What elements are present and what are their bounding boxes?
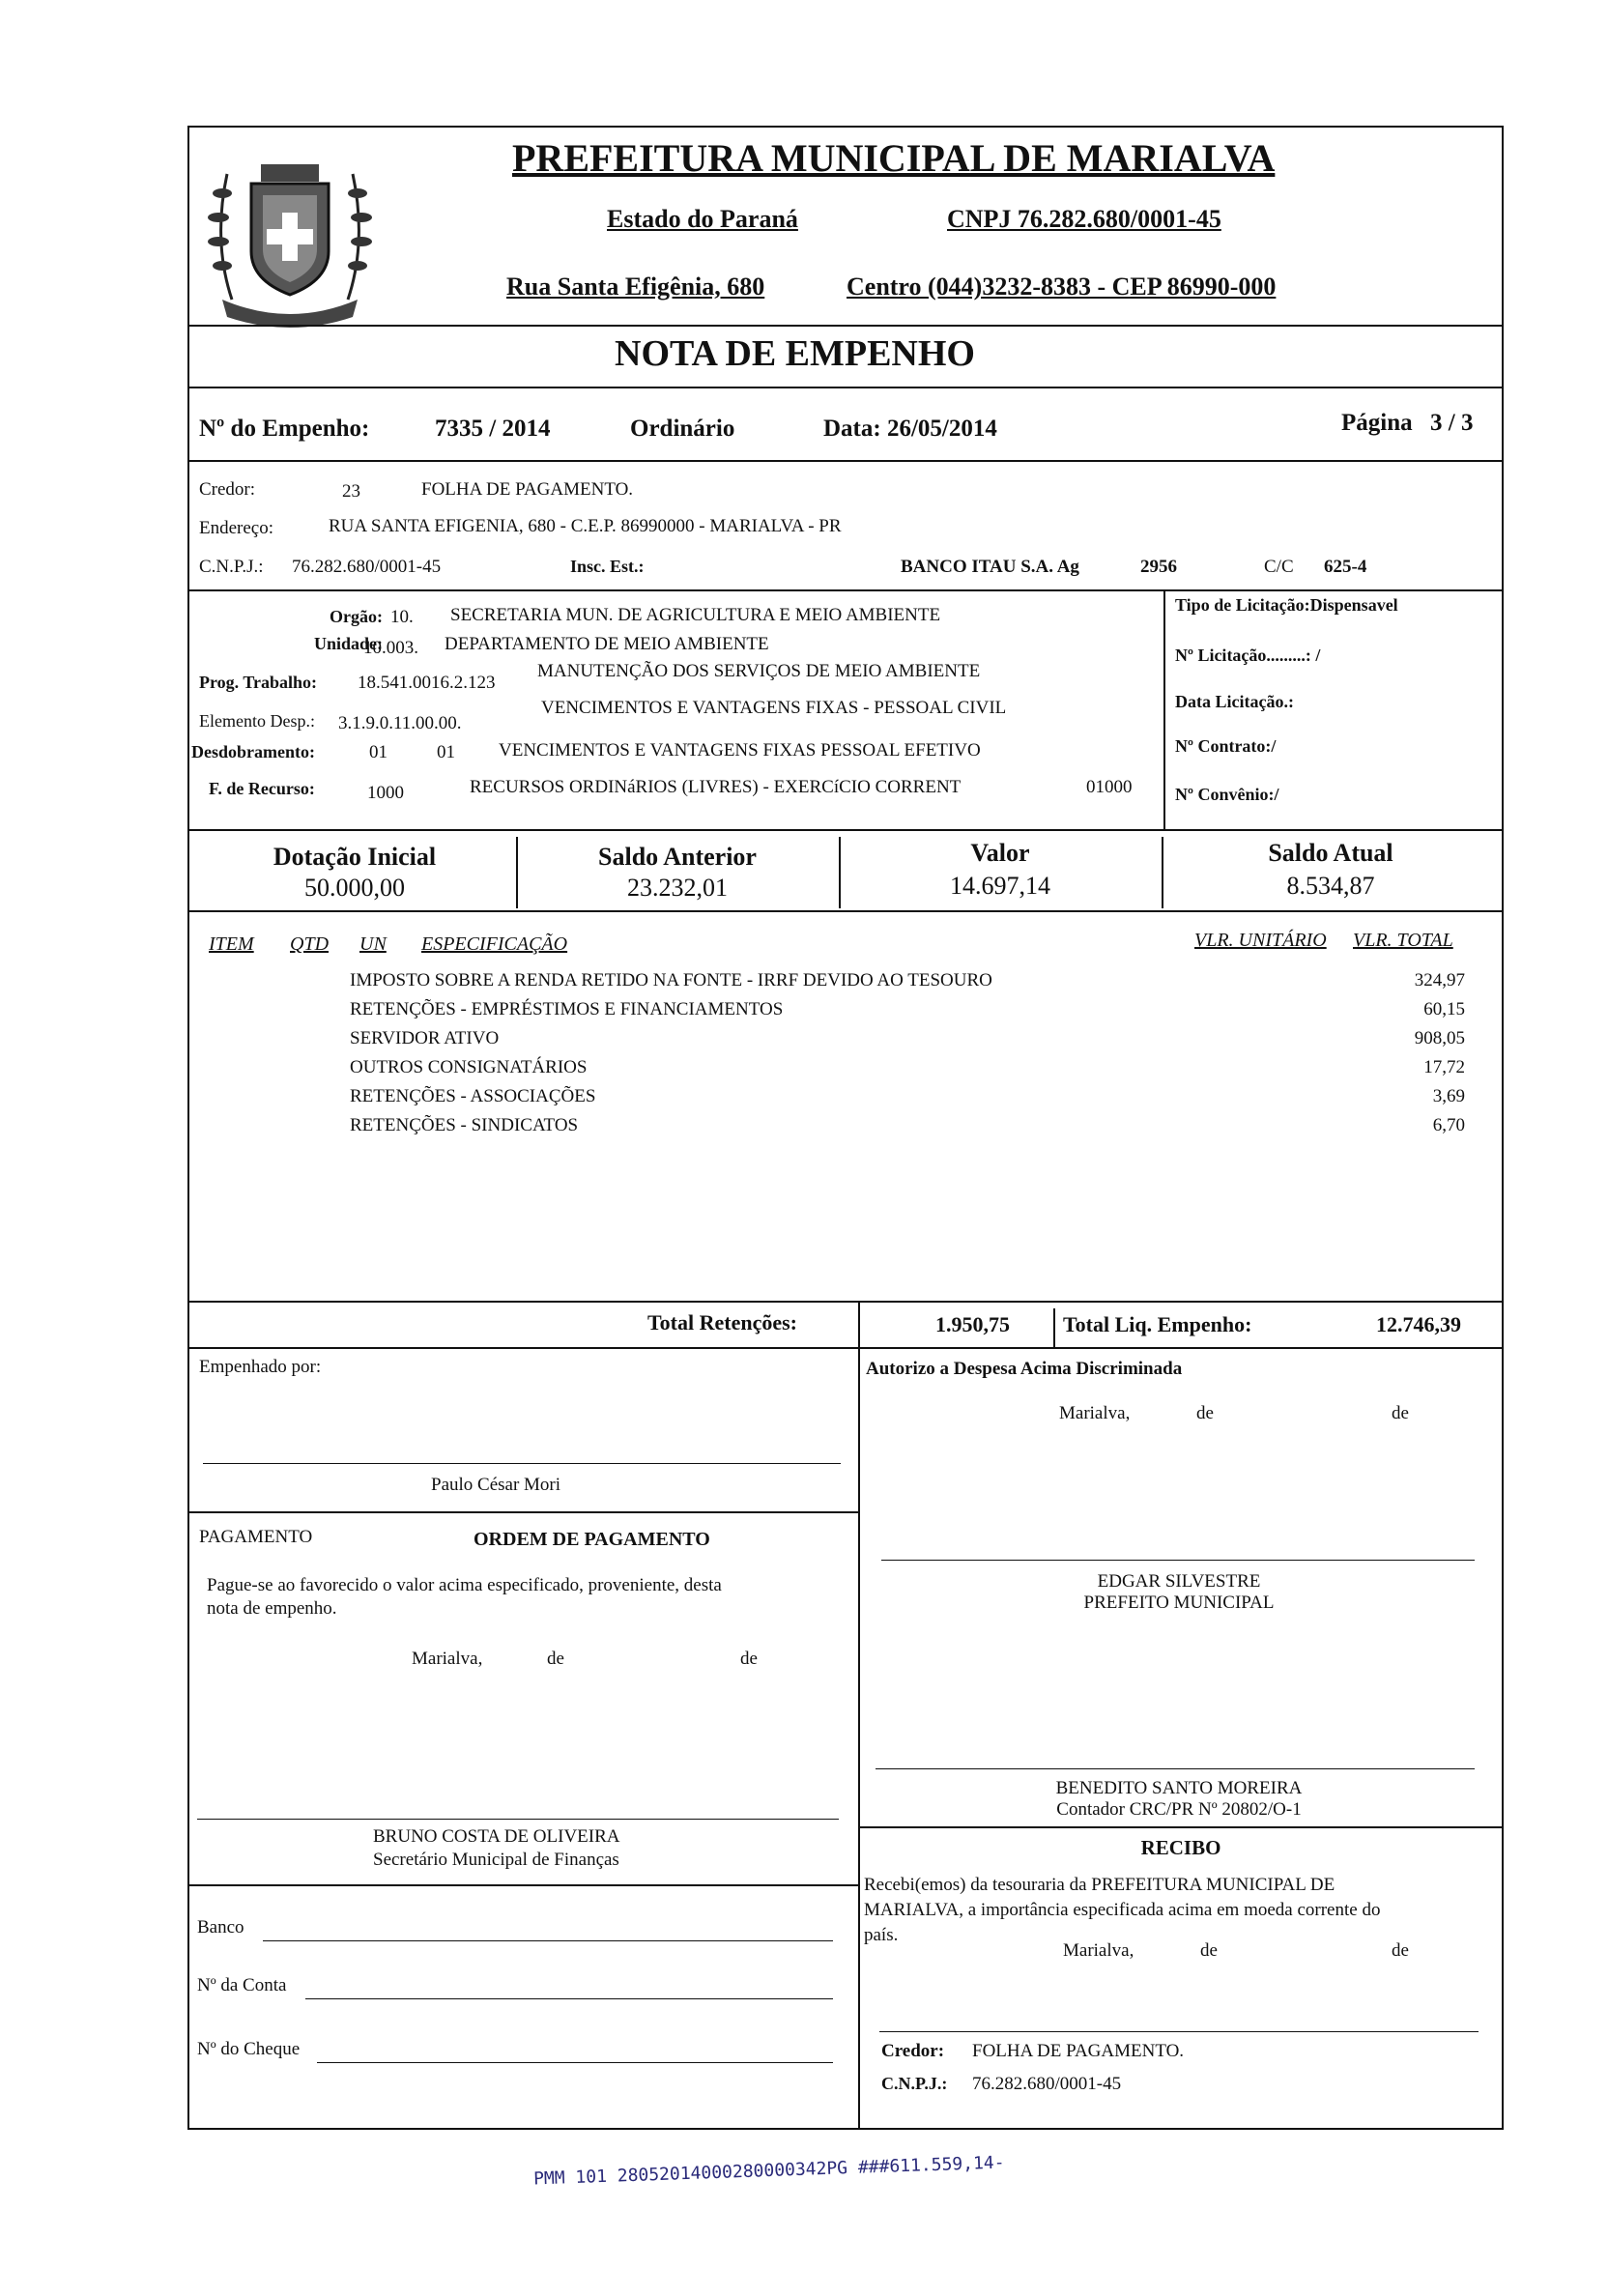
header-address: Centro (044)3232-8383 - CEP 86990-000	[847, 273, 1277, 301]
contador-title: Contador CRC/PR Nº 20802/O-1	[1056, 1799, 1302, 1820]
recibo-text: país.	[864, 1925, 899, 1945]
totals-divider	[1053, 1308, 1055, 1347]
licitacao-numero: Nº Licitação.........: /	[1175, 646, 1321, 665]
pagamento-text: Pague-se ao favorecido o valor acima especificado, proveniente, desta	[207, 1575, 722, 1595]
signature-line	[881, 1560, 1475, 1561]
empenhado-label: Empenhado por:	[199, 1357, 322, 1377]
orgao-label: Orgão:	[330, 607, 383, 626]
divider	[187, 910, 1504, 912]
item-total: 60,15	[1423, 999, 1465, 1019]
elemento-label: Elemento Desp.:	[199, 711, 315, 731]
col-unit-value: VLR. UNITÁRIO	[1194, 930, 1327, 951]
item-description: OUTROS CONSIGNATÁRIOS	[350, 1057, 588, 1077]
prefeitura-title: PREFEITURA MUNICIPAL DE MARIALVA	[512, 136, 1276, 180]
licitacao-data: Data Licitação.:	[1175, 692, 1294, 711]
item-total: 17,72	[1423, 1057, 1465, 1077]
autorizo-text: Autorizo a Despesa Acima Discriminada	[866, 1359, 1183, 1379]
licitacao-divider	[1163, 589, 1165, 829]
desdobramento-name: VENCIMENTOS E VANTAGENS FIXAS PESSOAL EFETIVO	[499, 740, 981, 761]
saldo-label: Dotação Inicial	[273, 843, 437, 871]
recurso-code: 1000	[367, 783, 404, 803]
credor-label: Credor:	[199, 479, 256, 500]
unidade-name: DEPARTAMENTO DE MEIO AMBIENTE	[445, 634, 769, 654]
divider	[187, 1301, 1504, 1303]
conta-field[interactable]	[305, 1998, 833, 1999]
total-retencoes-label: Total Retenções:	[647, 1310, 797, 1335]
col-qtd: QTD	[290, 933, 330, 955]
recurso-name: RECURSOS ORDINáRIOS (LIVRES) - EXERCíCIO CORRENT	[470, 777, 962, 797]
licitacao-tipo: Tipo de Licitação:Dispensavel	[1175, 595, 1398, 615]
insc-label: Insc. Est.:	[570, 557, 645, 576]
divider	[187, 1511, 858, 1513]
saldo-value: 14.697,14	[950, 872, 1050, 900]
divider	[187, 325, 1504, 327]
empenho-date: Data: 26/05/2014	[823, 416, 997, 442]
cc-number: 625-4	[1324, 557, 1367, 577]
recibo-credor-label: Credor:	[881, 2041, 945, 2061]
prog-name: MANUTENÇÃO DOS SERVIÇOS DE MEIO AMBIENTE	[537, 661, 981, 681]
saldo-label: Valor	[970, 839, 1030, 867]
saldo-label: Saldo Atual	[1268, 839, 1393, 867]
coat-of-arms-icon	[193, 135, 387, 329]
elemento-name: VENCIMENTOS E VANTAGENS FIXAS - PESSOAL CIVIL	[541, 698, 1007, 718]
divider	[187, 829, 1504, 831]
divider	[187, 589, 1504, 591]
header-street: Rua Santa Efigênia, 680	[506, 273, 765, 301]
document-title: NOTA DE EMPENHO	[615, 333, 975, 374]
col-item: ITEM	[209, 933, 254, 955]
total-retencoes-value: 1.950,75	[935, 1312, 1010, 1336]
col-spec: ESPECIFICAÇÃO	[421, 933, 568, 955]
divider	[187, 1347, 1504, 1349]
recibo-de: de	[1392, 1940, 1409, 1961]
footer-code: PMM 101 28052014000280000342PG ###611.559,14-	[532, 2152, 1005, 2190]
saldo-value: 8.534,87	[1286, 872, 1375, 900]
col-total-value: VLR. TOTAL	[1353, 930, 1453, 951]
pagamento-title: ORDEM DE PAGAMENTO	[474, 1529, 710, 1550]
banco-field[interactable]	[263, 1940, 833, 1941]
recibo-text: Recebi(emos) da tesouraria da PREFEITURA MUNICIPAL DE	[864, 1875, 1335, 1895]
header-cnpj: CNPJ 76.282.680/0001-45	[947, 205, 1221, 233]
prefeito-title: PREFEITO MUNICIPAL	[1083, 1593, 1275, 1613]
autorizo-city: Marialva,	[1059, 1403, 1131, 1423]
divider	[187, 387, 1504, 388]
signature-line	[876, 1768, 1475, 1769]
item-total: 3,69	[1432, 1086, 1465, 1106]
page-label: Página	[1341, 410, 1413, 436]
recibo-de: de	[1200, 1940, 1218, 1961]
bank-agency: 2956	[1140, 557, 1177, 577]
cheque-field[interactable]	[317, 2062, 833, 2063]
saldo-label: Saldo Anterior	[598, 843, 757, 871]
recibo-city: Marialva,	[1063, 1940, 1134, 1961]
item-description: RETENÇÕES - ASSOCIAÇÕES	[350, 1086, 596, 1106]
empenhado-name: Paulo César Mori	[431, 1475, 561, 1495]
orgao-code: 10.	[390, 607, 414, 627]
credor-name: FOLHA DE PAGAMENTO.	[421, 479, 634, 500]
item-total: 324,97	[1414, 970, 1465, 990]
saldo-value: 23.232,01	[627, 874, 728, 902]
credor-address: RUA SANTA EFIGENIA, 680 - C.E.P. 86990000 - MARIALVA - PR	[329, 516, 842, 536]
divider	[187, 1884, 858, 1886]
pagamento-city: Marialva,	[412, 1649, 483, 1669]
autorizo-de: de	[1392, 1403, 1409, 1423]
totals-divider	[858, 1301, 860, 1347]
conta-label: Nº da Conta	[197, 1975, 287, 1995]
divider	[858, 1826, 1504, 1828]
recibo-cnpj: 76.282.680/0001-45	[972, 2074, 1122, 2094]
prefeito-name: EDGAR SILVESTRE	[1097, 1571, 1261, 1592]
cheque-label: Nº do Cheque	[197, 2039, 301, 2059]
autorizo-de: de	[1196, 1403, 1214, 1423]
recibo-text: MARIALVA, a importância especificada acima em moeda corrente do	[864, 1900, 1381, 1920]
banco-label: Banco	[197, 1917, 244, 1937]
cc-label: C/C	[1264, 557, 1294, 577]
pagamento-label: PAGAMENTO	[199, 1527, 313, 1547]
empenho-type: Ordinário	[630, 416, 735, 442]
state-name: Estado do Paraná	[607, 205, 798, 233]
recurso-code-2: 01000	[1086, 777, 1133, 797]
item-description: IMPOSTO SOBRE A RENDA RETIDO NA FONTE - IRRF DEVIDO AO TESOURO	[350, 970, 992, 990]
licitacao-convenio: Nº Convênio:/	[1175, 785, 1279, 804]
col-un: UN	[359, 933, 387, 955]
address-label: Endereço:	[199, 518, 274, 538]
signature-line	[203, 1463, 841, 1464]
recibo-title: RECIBO	[1140, 1836, 1221, 1859]
item-description: RETENÇÕES - EMPRÉSTIMOS E FINANCIAMENTOS	[350, 999, 784, 1019]
unidade-label: Unidade:	[313, 634, 383, 653]
signature-line	[197, 1819, 839, 1820]
pagamento-de: de	[740, 1649, 758, 1669]
prog-label: Prog. Trabalho:	[199, 673, 318, 692]
bank-name: BANCO ITAU S.A. Ag	[901, 557, 1079, 577]
secretario-title: Secretário Municipal de Finanças	[373, 1850, 619, 1870]
cnpj-label: C.N.P.J.:	[199, 557, 264, 577]
recibo-cnpj-label: C.N.P.J.:	[881, 2074, 948, 2093]
lower-divider	[858, 1347, 860, 2130]
recurso-label: F. de Recurso:	[209, 779, 315, 798]
page-number: 3 / 3	[1430, 410, 1474, 436]
empenho-number: 7335 / 2014	[435, 416, 551, 442]
prog-code: 18.541.0016.2.123	[358, 673, 496, 693]
desdobramento-code-1: 01	[369, 742, 388, 762]
unidade-code: 10.003.	[363, 638, 418, 658]
item-total: 6,70	[1432, 1115, 1465, 1135]
recibo-credor-name: FOLHA DE PAGAMENTO.	[972, 2041, 1185, 2061]
item-description: RETENÇÕES - SINDICATOS	[350, 1115, 579, 1135]
elemento-code: 3.1.9.0.11.00.00.	[338, 713, 462, 733]
item-total: 908,05	[1414, 1028, 1465, 1048]
credor-code: 23	[342, 481, 360, 502]
orgao-name: SECRETARIA MUN. DE AGRICULTURA E MEIO AMBIENTE	[450, 605, 941, 625]
desdobramento-code-2: 01	[437, 742, 455, 762]
item-description: SERVIDOR ATIVO	[350, 1028, 500, 1048]
total-liq-label: Total Liq. Empenho:	[1063, 1312, 1252, 1336]
divider	[187, 460, 1504, 462]
secretario-name: BRUNO COSTA DE OLIVEIRA	[373, 1826, 620, 1847]
desdobramento-label: Desdobramento:	[191, 742, 315, 761]
empenho-label: Nº do Empenho:	[199, 416, 370, 442]
licitacao-contrato: Nº Contrato:/	[1175, 736, 1277, 756]
contador-name: BENEDITO SANTO MOREIRA	[1055, 1778, 1303, 1798]
pagamento-text: nota de empenho.	[207, 1598, 337, 1619]
saldo-value: 50.000,00	[304, 874, 405, 902]
signature-line	[879, 2031, 1479, 2032]
total-liq-value: 12.746,39	[1376, 1312, 1461, 1336]
pagamento-de: de	[547, 1649, 564, 1669]
credor-cnpj: 76.282.680/0001-45	[292, 557, 442, 577]
